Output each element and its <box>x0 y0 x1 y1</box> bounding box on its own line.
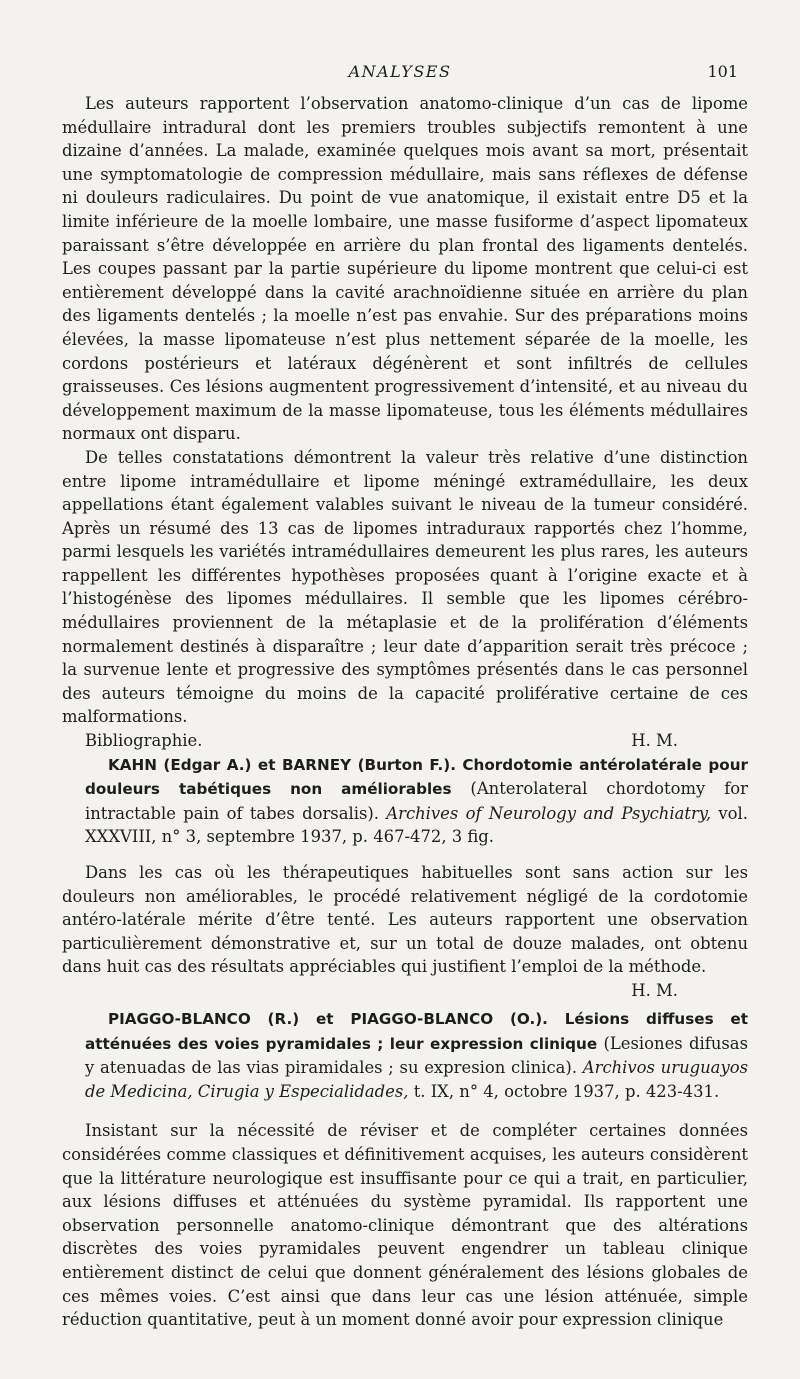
article2-journal: Archives of Neurology and Psychiatry, <box>386 803 712 823</box>
article-lipome <box>62 92 748 753</box>
article3-title: Lésions diffuses et atténuées des voies pyramidales ; leur expression clinique <box>85 1009 748 1053</box>
article3-citation: t. IX, n° 4, octobre 1937, p. 423-431. <box>413 1081 720 1101</box>
article2-translation: (Anterolateral chordotomy for intractable pain of tabes dorsalis). <box>85 779 748 823</box>
article3-abstract: Insistant sur la nécessité de réviser et de compléter certaines données considérées comme classiques et définitivement acquises, les auteurs considèrent que la littérature neurologique est insuffisante pour ce qui a trait, en particulier, aux lésions diffuses et atténuées du système pyramidal. Ils rapportent une observation personnelle anatomo-clinique démontrant que des altérations discrètes des voies pyramidales peuvent engendrer un tableau clinique entièrement distinct de celui que donnent généralement des lésions globales de ces mêmes voies. C’est ainsi que dans leur cas une lésion atténuée, simple réduction quantitative, peut à un moment donné avoir pour expression clinique <box>62 1121 748 1330</box>
page-body <box>62 92 748 1332</box>
article3-reference <box>62 1007 748 1103</box>
article2-reference <box>62 753 748 849</box>
article2-signature: H. M. <box>631 980 678 1000</box>
page-number: 101 <box>707 62 738 81</box>
article2-abstract-block <box>62 861 748 1000</box>
article2-abstract-text: Dans les cas où les thérapeutiques habituelles sont sans action sur les douleurs non améliorables, le procédé relativement négligé de la cordotomie antéro-latérale mérite d’être tenté. Les auteurs rapportent une observation particulièrement démonstrative et, sur un total de douze malades, ont obtenu dans huit cas des résultats appréciables qui justifient l’emploi de la méthode. <box>62 863 748 977</box>
article2-authors: KAHN (Edgar A.) et BARNEY (Burton F.). <box>108 755 456 774</box>
article3-translation: (Lesiones difusas y atenuadas de las vias piramidales ; su expresion clinica). <box>85 1033 748 1078</box>
article3-journal: Archivos uruguayos de Medicina, Cirugia y Especialidades, <box>85 1058 748 1101</box>
article2-abstract <box>62 861 748 1000</box>
article1-paragraph-1: Les auteurs rapportent l’observation anatomo-clinique d’un cas de lipome médullaire intradural dont les premiers troubles subjectifs remontent à une dizaine d’années. La malade, examinée quelques mois avant sa mort, présentait une symptomatologie de compression médullaire, mais sans réflexes de défense ni douleurs radiculaires. Du point de vue anatomique, il existait entre D5 et la limite inférieure de la moelle lombaire, une masse fusiforme d’aspect lipomateux paraissant s’être développée en arrière du plan frontal des ligaments dentelés. Les coupes passant par la partie supérieure du lipome montrent que celui-ci est entièrement développé dans la cavité arachnoïdienne située en arrière du plan des ligaments dentelés ; la moelle n’est pas envahie. Sur des préparations moins élevées, la masse lipomateuse n’est plus nettement séparée de la moelle, les cordons postérieurs et latéraux dégénèrent et sont infiltrés de cellules graisseuses. Ces lésions augmentent progressivement d’intensité, et au niveau du développement maximum de la masse lipomateuse, tous les éléments médullaires normaux ont disparu. <box>62 94 748 444</box>
article-piaggo-blanco <box>62 1007 748 1332</box>
article-kahn-barney <box>62 753 748 1000</box>
article1-signoff <box>62 729 748 753</box>
article1-signature: H. M. <box>631 731 678 751</box>
bibliography-label: Bibliographie. <box>85 731 203 751</box>
article2-citation: vol. XXXVIII, n° 3, septembre 1937, p. 467-472, 3 fig. <box>85 803 748 847</box>
article2-title: Chordotomie antérolatérale pour douleurs tabétiques non améliorables <box>85 755 748 799</box>
article1-paragraph-2: De telles constatations démontrent la valeur très relative d’une distinction entre lipome intramédullaire et lipome méningé extramédullaire, les deux appellations étant également valables suivant le niveau de la tumeur considéré. Après un résumé des 13 cas de lipomes intraduraux rapportés chez l’homme, parmi lesquels les variétés intramédullaires demeurent les plus rares, les auteurs rappellent les différentes hypothèses proposées quant à l’origine exacte et à l’histogénèse des lipomes médullaires. Il semble que les lipomes cérébro-médullaires proviennent de la métaplasie et de la prolifération d’éléments normalement destinés à disparaître ; leur date d’apparition serait très précoce ; la survenue lente et progressive des symptômes présentés dans le cas personnel des auteurs témoigne du moins de la capacité proliférative certaine de ces malformations. <box>62 447 748 727</box>
article3-abstract-block <box>62 1119 748 1331</box>
article3-authors: PIAGGO-BLANCO (R.) et PIAGGO-BLANCO (O.). <box>108 1009 548 1028</box>
running-title: ANALYSES <box>348 62 452 81</box>
page-header <box>62 62 738 88</box>
